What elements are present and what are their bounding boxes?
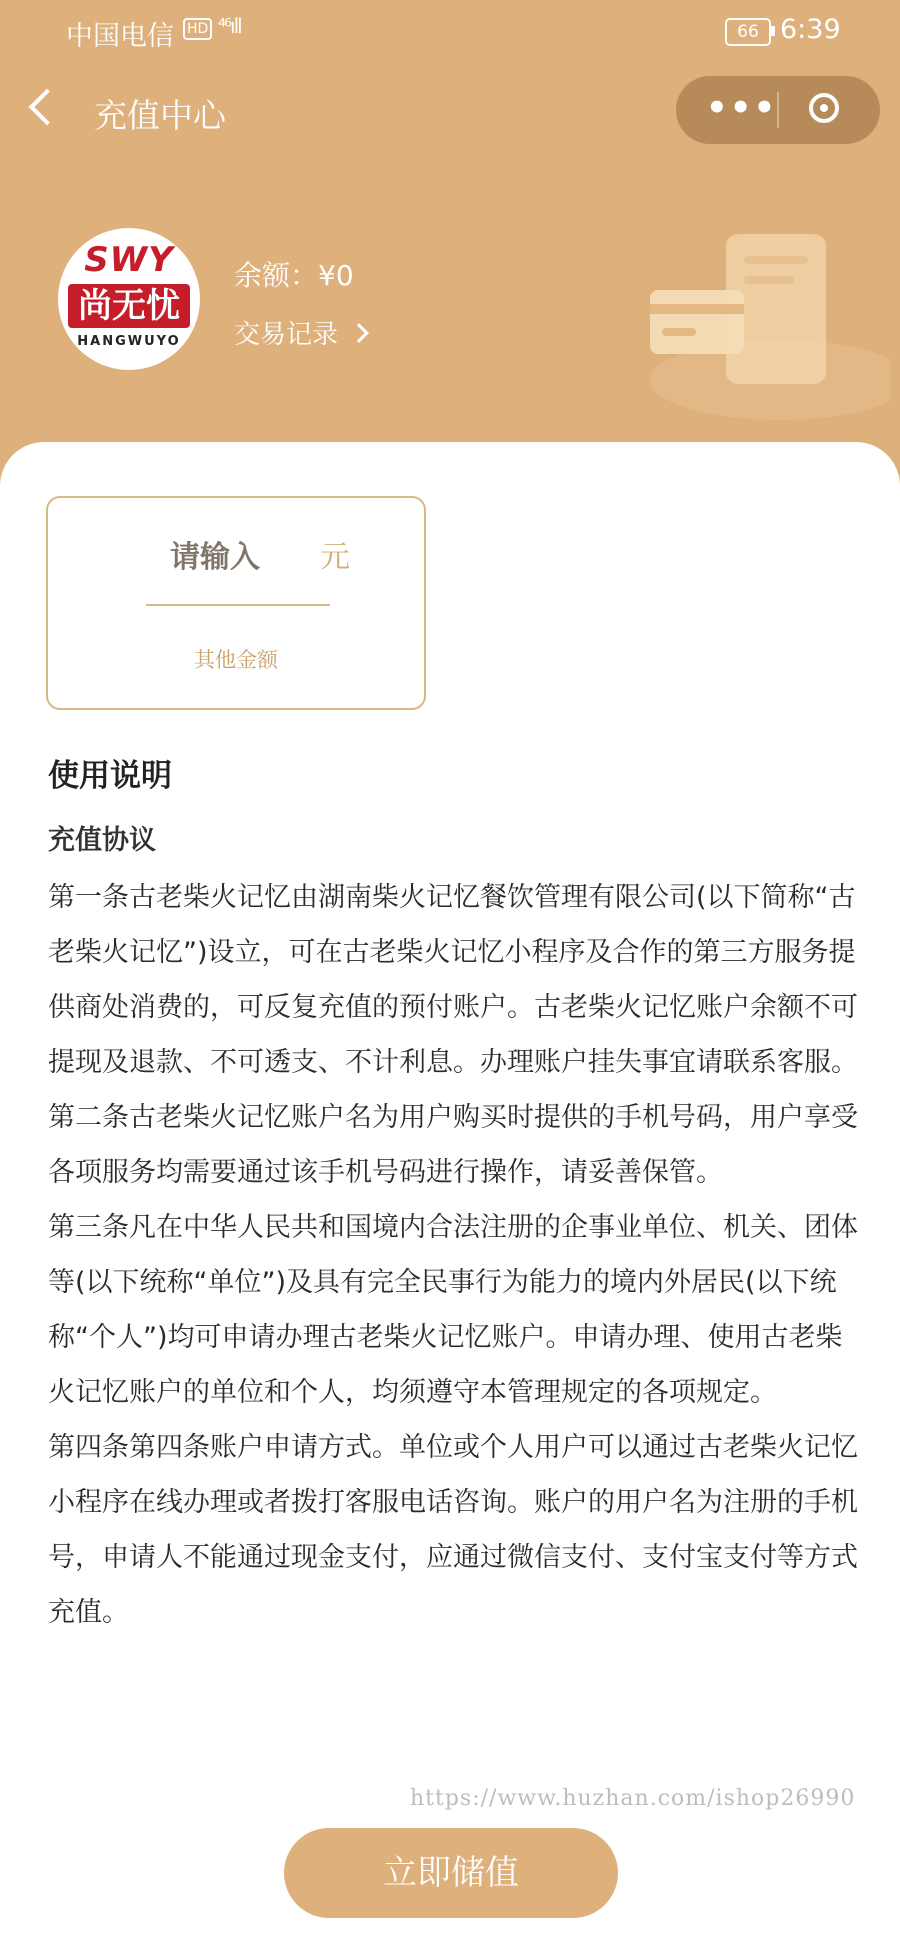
currency-unit: 元 — [320, 540, 350, 575]
transaction-records-link[interactable] — [234, 314, 366, 351]
battery-tip — [771, 26, 775, 36]
transaction-records-label: 交易记录 — [234, 320, 339, 350]
signal-icon: ⁴⁶ıll — [218, 14, 241, 38]
page-title: 充值中心 — [94, 96, 226, 135]
instructions-title: 使用说明 — [48, 758, 172, 794]
agreement-paragraph: 第四条第四条账户申请方式。单位或个人用户可以通过古老柴火记忆小程序在线办理或者拨打客服电话咨询。账户的用户名为注册的手机号，申请人不能通过现金支付，应通过微信支付、支付宝支付等方式充值。 — [48, 1432, 858, 1628]
amount-option-card[interactable] — [46, 496, 426, 710]
recharge-now-button[interactable]: 立即储值 — [284, 1828, 618, 1918]
status-bar — [0, 0, 900, 64]
input-underline — [146, 604, 330, 606]
chevron-right-icon — [349, 323, 369, 343]
close-mini-program-icon[interactable] — [809, 93, 839, 123]
back-arrow-icon[interactable] — [29, 89, 66, 126]
battery-icon: 66 — [725, 18, 771, 46]
mini-program-capsule — [676, 76, 880, 144]
watermark: https://www.huzhan.com/ishop26990 — [410, 1786, 856, 1811]
merchant-logo — [58, 228, 200, 370]
logo-text-bottom: HANGWUYO — [77, 334, 181, 349]
logo-text-top: SWY — [84, 240, 174, 280]
more-menu-icon[interactable]: ••• — [706, 88, 778, 128]
agreement-text — [48, 870, 862, 1640]
agreement-title: 充值协议 — [48, 825, 156, 856]
other-amount-label: 其他金额 — [194, 648, 278, 672]
hd-badge: HD — [183, 18, 212, 40]
agreement-paragraph: 第三条凡在中华人民共和国境内合法注册的企事业单位、机关、团体等(以下统称“单位”)及具有完全民事行为能力的境内外居民(以下统称“个人”)均可申请办理古老柴火记忆账户。申请办理、使用古老柴火记忆账户的单位和个人，均须遵守本管理规定的各项规定。 — [48, 1212, 858, 1408]
capsule-divider — [777, 92, 779, 128]
balance-label: 余额：¥0 — [234, 259, 354, 292]
agreement-paragraph: 第一条古老柴火记忆由湖南柴火记忆餐饮管理有限公司(以下简称“古老柴火记忆”)设立，可在古老柴火记忆小程序及合作的第三方服务提供商处消费的，可反复充值的预付账户。古老柴火记忆账户余额不可提现及退款、不可透支、不计利息。办理账户挂失事宜请联系客服。 — [48, 882, 858, 1078]
navigation-bar — [0, 70, 900, 150]
agreement-paragraph: 第二条古老柴火记忆账户名为用户购买时提供的手机号码，用户享受各项服务均需要通过该手机号码进行操作，请妥善保管。 — [48, 1102, 858, 1188]
logo-text-main: 尚无忧 — [68, 284, 190, 328]
amount-input[interactable]: 请输入 — [170, 540, 260, 575]
carrier-label: 中国电信 — [66, 21, 174, 52]
wallet-illustration-icon — [640, 220, 890, 440]
clock: 6:39 — [780, 14, 841, 45]
